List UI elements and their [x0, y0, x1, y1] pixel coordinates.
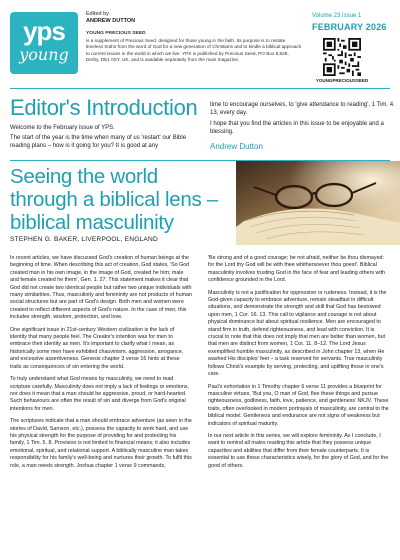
intro-heading: Editor's Introduction — [10, 95, 198, 120]
intro-paragraph-2: The start of the year is the time when many of us 'restart' our Bible reading plans – how is it going for you? It is good at any — [10, 135, 187, 149]
article-column-right — [208, 255, 390, 475]
yps-logo — [10, 12, 78, 74]
intro-paragraph-1: Welcome to the February issue of YPS. — [10, 125, 115, 131]
imprint-body: is a supplement of Precious Seed, designed for those young in the faith. Its purpose is to restate timeless truths from the word of God for a new generation of Christians and to kindle a biblical approach to current issues in the world in which we live. YPS is published by Precious Seed, PO Box 8,829, Derby, DE1 0SY, UK, and is available separately from the main magazine. — [86, 37, 302, 62]
logo-sub-text: young — [19, 45, 69, 64]
logo-main-text: yps — [23, 16, 65, 46]
article-paragraph: Masculinity is not a justification for oppression or rudeness. Instead, it is the God-given capacity to embrace adventure, remain steadfast in difficult situations, and demonstrate the strength and skill that God has bestowed upon men, 1 Cor. 16. 13. This call to vigilance and courage is not about physical dominance but about spiritual resilience. Men are encouraged to stand firm in truth, defend righteousness, and lead with conviction. It is crucial to note that this does not imply that men are better than women, but that men are distinct from women, 1 Cor. 11. 8–12. The Lord Jesus exemplified humble masculinity, as described in John chapter 13, when He washed His disciples' feet – a task reserved for servants. True masculinity follows Christ's example by serving, protecting, and uplifting those in one's care. — [208, 289, 387, 378]
bible-glasses-photo — [236, 161, 400, 245]
masthead — [0, 0, 400, 84]
article-paragraph: Paul's exhortation in 1 Timothy chapter 6 verse 11 provides a blueprint for masculine virtues, 'But you, O man of God, flee these things and pursue righteousness, godliness, faith, love, patience, and gentleness' NKJV. These traits, often overlooked in modern portrayals of masculinity, are central to the biblical model. Gentleness and endurance are not signs of weakness but indicators of spiritual maturity. — [208, 383, 389, 427]
article-paragraph: In our next article in this series, we will explore femininity. As I conclude, I want to remind all males reading this article that they possess unique capacities and abilities that differ from their female counterparts. It is essential to use these characteristics wisely, for the glory of God, and for the good of others. — [208, 432, 389, 469]
edited-by-label: Edited by — [86, 11, 109, 17]
editor-signature: Andrew Dutton — [210, 142, 263, 151]
header-divider — [10, 88, 390, 89]
article-column-left — [10, 255, 192, 475]
article-title: Seeing the world through a biblical lens – biblical masculinity — [10, 165, 218, 234]
issue-month: FEBRUARY 2026 — [312, 22, 387, 32]
imprint-text — [86, 31, 302, 64]
article-paragraph: The scriptures indicate that a man should embrace adventure (as seen in the stories of David, Samson, etc.), possess the capacity to work hard, and use his physical strength for the purpose of providing for and protecting his family, 1 Tim. 5. 8. Provision is not limited to financial means; it also includes emotional, spiritual, and relational support. A biblically masculine man takes responsibility for his family's well-being and nurtures their growth. To fulfil this role, a man needs strength. Joshua chapter 1 verse 9 commands, — [10, 418, 192, 469]
intro-paragraph-3: time to encourage ourselves, to 'give attendance to reading', 1 Tim. 4. 13, every day. — [210, 102, 395, 116]
editor-name: ANDREW DUTTON — [86, 18, 136, 24]
article-byline: STEPHEN G. BAKER, LIVERPOOL, ENGLAND — [10, 236, 158, 243]
social-handle: YOUNGPRECIOUSSEED — [315, 78, 369, 83]
volume-issue: Volume 23 Issue 1 — [312, 13, 362, 19]
article-paragraph: 'Be strong and of a good courage; be not afraid, neither be thou dismayed: for the Lord thy God will be with thee whithersoever thou goest'. Biblical masculinity involves trusting God in the face of fear and leading others with confidence grounded in the Lord. — [208, 255, 386, 284]
article-paragraph: One significant issue in 21st-century Western civilization is the lack of identity that many people feel. The Creator's intention was for men to embrace their identity as men. It's important to clarify what I mean, as historically some men have exhibited chauvinism, aggression, arrogance, and excessive assertiveness. Genesis chapter 3 verse 16 hints at these traits as consequences of sin entering the world. — [10, 326, 184, 370]
imprint-title: YOUNG PRECIOUS SEED — [86, 31, 146, 36]
article-paragraph: To truly understand what God means by masculinity, we need to read scripture carefully. Masculinity does not imply a lack of feelings or emotions, nor does it mean that a man should be aggressive, proud, or hard-hearted. Such behaviours are often the result of sin and diverge from God's original intentions for men. — [10, 376, 189, 412]
qr-code-icon[interactable] — [323, 38, 361, 76]
intro-paragraph-4: I hope that you find the articles in this issue to be enjoyable and a blessing. — [210, 121, 384, 135]
article-paragraph: In recent articles, we have discussed God's creation of human beings at the beginning of time. When describing this act of creation, God states, 'So God created man in his own image, in the image of God, created he him; male and female created he them', Gen. 1. 27. This statement makes it clear that God did not create two identical people but rather two unique individuals with many similarities. Thus, masculinity and femininity are not products of human social structures but are part of God's design. Both men and women were created to reflect different aspects of God's nature. In the case of men, this includes strength, wisdom, protection, and love. — [10, 255, 192, 321]
